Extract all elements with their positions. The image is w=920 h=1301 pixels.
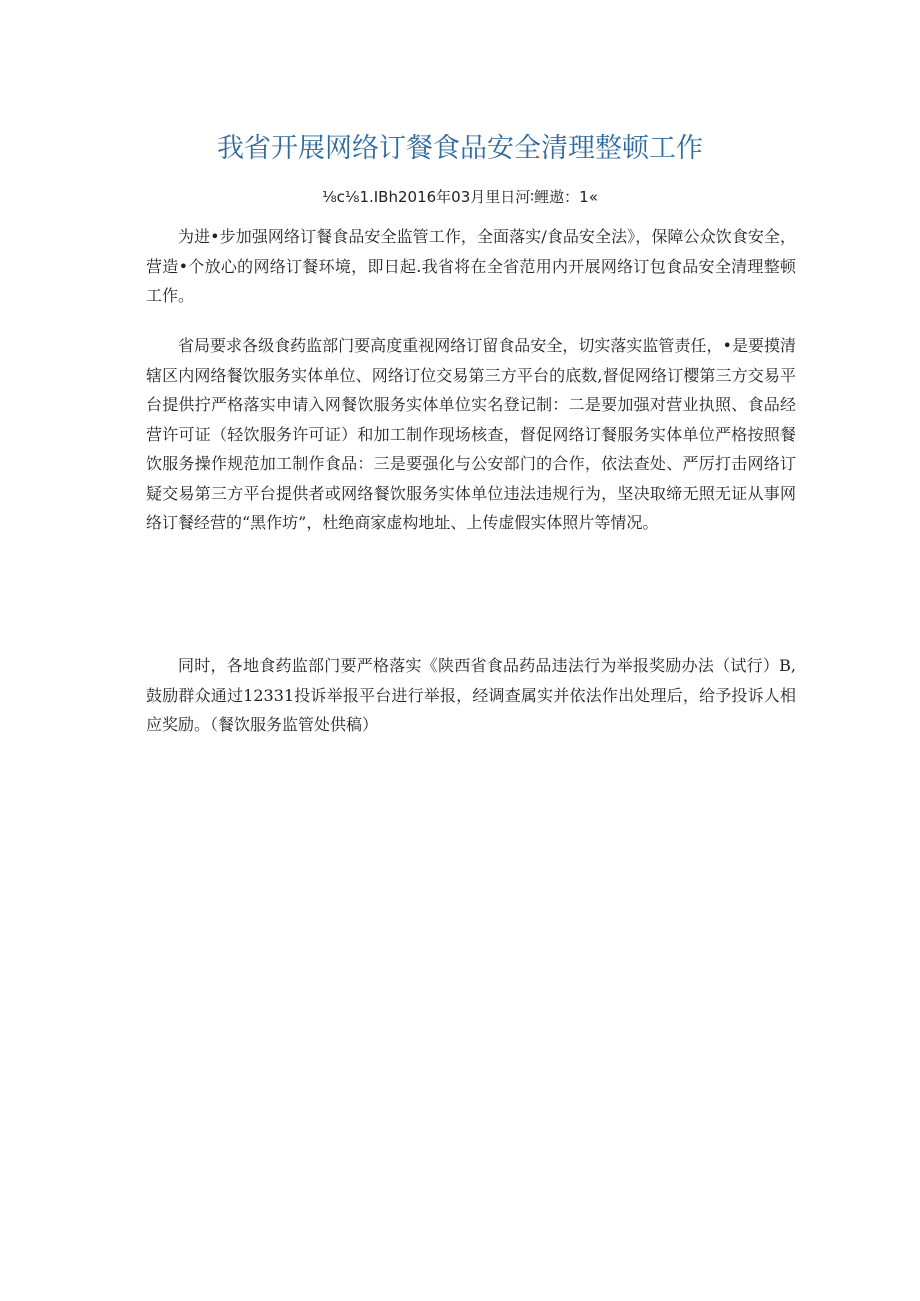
article-title: 我省开展网络订餐食品安全清理整顿工作	[217, 133, 703, 164]
paragraph-text: 为进•步加强网络订餐食品安全监管工作，全面落实/食品安全法》，保障公众饮食安全，营造•个放心的网络订餐环境，即日起.我省将在全省范用内开展网络订包食品安全清理整顿工作。	[146, 227, 796, 305]
article-paragraph-1	[146, 222, 796, 311]
paragraph-text: 省局要求各级食药监部门要高度重视网络订留食品安全，切实落实监管责任，•是要摸清辖区内网络餐饮服务实体单位、网络订位交易第三方平台的底数,督促网络订樱第三方交易平台提供拧严格落实申请入网餐饮服务实体单位实名登记制：二是要加强对营业执照、食品经营许可证（轻饮服务许可证）和加工制作现场核查，督促网络订餐服务实体单位严格按照餐饮服务操作规范加工制作食品：三是要强化与公安部门的合作，依法查处、严厉打击网络订疑交易第三方平台提供者或网络餐饮服务实体单位违法违规行为，坚决取缔无照无证从事网络订餐经营的“黑作坊”，杜绝商家虚构地址、上传虚假实体照片等情况。	[146, 336, 796, 532]
article-paragraph-3	[146, 651, 796, 740]
article-paragraph-2	[146, 331, 796, 538]
paragraph-text: 同时，各地食药监部门要严格落实《陕西省食品药品违法行为举报奖励办法（试行）B,鼓励群众通过12331投诉举报平台进行举报，经调查属实并依法作出处理后，给予投诉人相应奖励。（餐饮服务监管处供稿）	[146, 656, 796, 734]
article-meta: ⅛c⅛1.IBh2016年03月里日河∶鲤遨：1«	[322, 188, 598, 206]
